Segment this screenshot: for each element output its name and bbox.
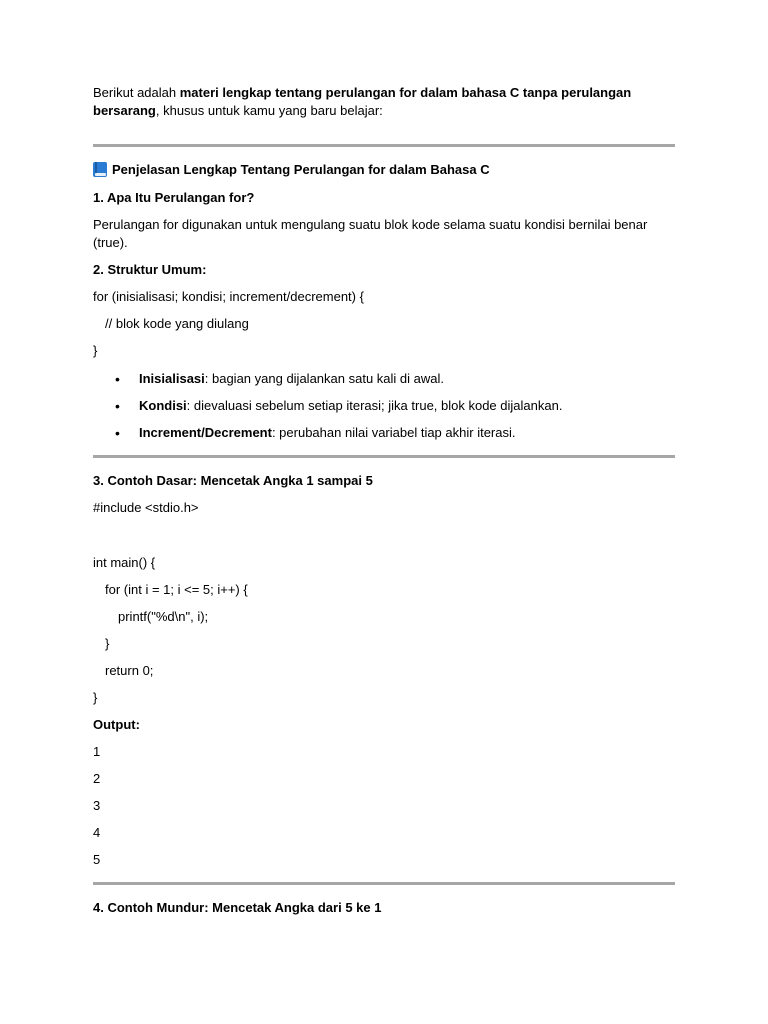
code-line: #include <stdio.h> <box>93 500 199 515</box>
output-line: 2 <box>93 771 101 786</box>
heading-2: 2. Struktur Umum: <box>93 262 207 277</box>
list-item: • Increment/Decrement: perubahan nilai variabel tiap akhir iterasi. <box>93 424 675 442</box>
document-page <box>93 84 675 917</box>
heading-3: 3. Contoh Dasar: Mencetak Angka 1 sampai 5 <box>93 473 373 488</box>
book-icon <box>93 162 107 177</box>
bullet-list <box>93 370 675 442</box>
output-line: 1 <box>93 744 101 759</box>
code-line: } <box>93 343 98 358</box>
output-line: 5 <box>93 852 101 867</box>
heading-4: 4. Contoh Mundur: Mencetak Angka dari 5 ke 1 <box>93 900 382 915</box>
intro-paragraph: Berikut adalah materi lengkap tentang perulangan for dalam bahasa C tanpa perulangan bersarang, khusus untuk kamu yang baru belajar: <box>93 85 632 118</box>
paragraph-1: Perulangan for digunakan untuk mengulang suatu blok kode selama suatu kondisi bernilai benar (true). <box>93 217 648 250</box>
code-line: return 0; <box>105 663 154 678</box>
heading-1: 1. Apa Itu Perulangan for? <box>93 190 255 205</box>
output-label: Output: <box>93 717 140 732</box>
code-line: printf("%d\n", i); <box>118 609 209 624</box>
code-line: for (int i = 1; i <= 5; i++) { <box>105 582 248 597</box>
code-line: int main() { <box>93 555 156 570</box>
section-title: Penjelasan Lengkap Tentang Perulangan for dalam Bahasa C <box>93 161 675 179</box>
code-line: // blok kode yang diulang <box>105 316 249 331</box>
code-line: } <box>105 636 110 651</box>
output-line: 3 <box>93 798 101 813</box>
list-item: • Kondisi: dievaluasi sebelum setiap iterasi; jika true, blok kode dijalankan. <box>93 397 675 415</box>
code-line: } <box>93 690 98 705</box>
list-item: • Inisialisasi: bagian yang dijalankan satu kali di awal. <box>93 370 675 388</box>
output-line: 4 <box>93 825 101 840</box>
intro-bold-text: materi lengkap tentang perulangan for dalam bahasa C tanpa perulangan bersarang <box>93 85 632 118</box>
code-line: for (inisialisasi; kondisi; increment/decrement) { <box>93 289 364 304</box>
